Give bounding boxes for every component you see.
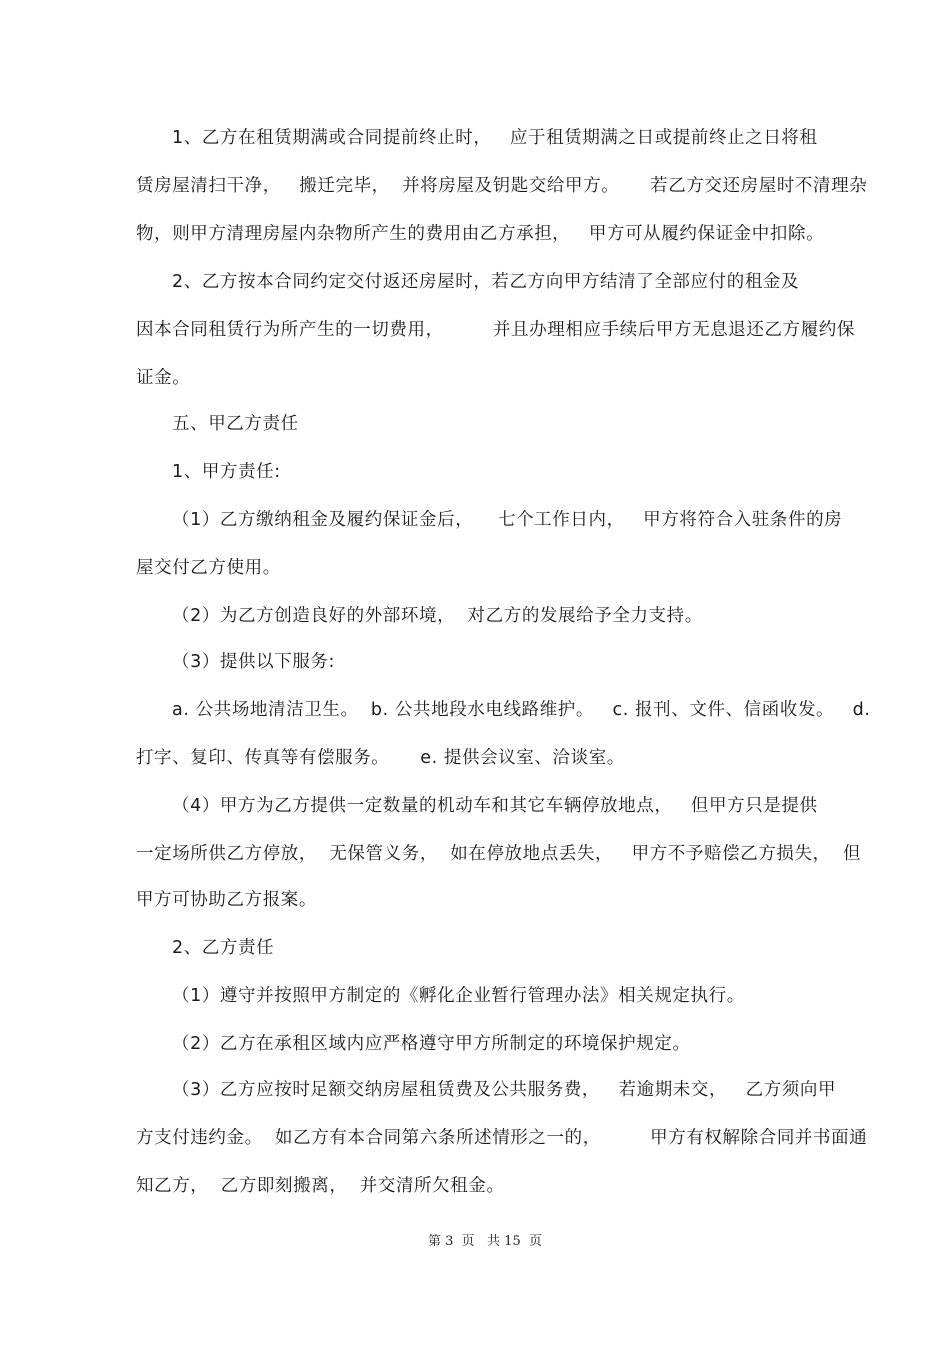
text-line: 1、乙方在租赁期满或合同提前终止时， 应于租赁期满之日或提前终止之日将租 bbox=[172, 128, 818, 148]
text-line: （4）甲方为乙方提供一定数量的机动车和其它车辆停放地点， 但甲方只是提供 bbox=[172, 796, 818, 816]
subsection-heading: 1、甲方责任: bbox=[172, 462, 281, 482]
text-line: 打字、复印、传真等有偿服务。 e. 提供会议室、洽谈室。 bbox=[136, 748, 625, 768]
text-line: a. 公共场地清洁卫生。 b. 公共地段水电线路维护。 c. 报刊、文件、信函收发。 d. bbox=[172, 700, 871, 720]
subsection-heading: 2、乙方责任 bbox=[172, 938, 275, 958]
text-line: 甲方可协助乙方报案。 bbox=[136, 890, 317, 910]
text-line: 屋交付乙方使用。 bbox=[136, 558, 281, 578]
section-heading: 五、甲乙方责任 bbox=[172, 414, 299, 434]
text-line: （1）遵守并按照甲方制定的《孵化企业暂行管理办法》相关规定执行。 bbox=[172, 986, 745, 1006]
text-line: （2）为乙方创造良好的外部环境， 对乙方的发展给予全力支持。 bbox=[172, 606, 703, 626]
page-number-footer: 第 3 页 共 15 页 bbox=[427, 1234, 542, 1249]
text-line: 因本合同租赁行为所产生的一切费用， 并且办理相应手续后甲方无息退还乙方履约保 bbox=[136, 320, 855, 340]
text-line: 知乙方， 乙方即刻搬离， 并交清所欠租金。 bbox=[136, 1176, 505, 1196]
text-line: 赁房屋清扫干净， 搬迁完毕， 并将房屋及钥匙交给甲方。 若乙方交还房屋时不清理杂 bbox=[136, 176, 868, 196]
text-line: （2）乙方在承租区域内应严格遵守甲方所制定的环境保护规定。 bbox=[172, 1034, 691, 1054]
text-line: 证金。 bbox=[136, 368, 191, 388]
text-line: 2、乙方按本合同约定交付返还房屋时，若乙方向甲方结清了全部应付的租金及 bbox=[172, 272, 800, 292]
text-line: （3）提供以下服务: bbox=[172, 652, 336, 672]
text-line: （1）乙方缴纳租金及履约保证金后， 七个工作日内， 甲方将符合入驻条件的房 bbox=[172, 510, 843, 530]
text-line: 一定场所供乙方停放， 无保管义务， 如在停放地点丢失， 甲方不予赔偿乙方损失， 但 bbox=[136, 844, 862, 864]
text-line: （3）乙方应按时足额交纳房屋租赁费及公共服务费， 若逾期未交， 乙方须向甲 bbox=[172, 1080, 837, 1100]
text-line: 物，则甲方清理房屋内杂物所产生的费用由乙方承担， 甲方可从履约保证金中扣除。 bbox=[136, 224, 825, 244]
text-line: 方支付违约金。 如乙方有本合同第六条所述情形之一的， 甲方有权解除合同并书面通 bbox=[136, 1128, 868, 1148]
